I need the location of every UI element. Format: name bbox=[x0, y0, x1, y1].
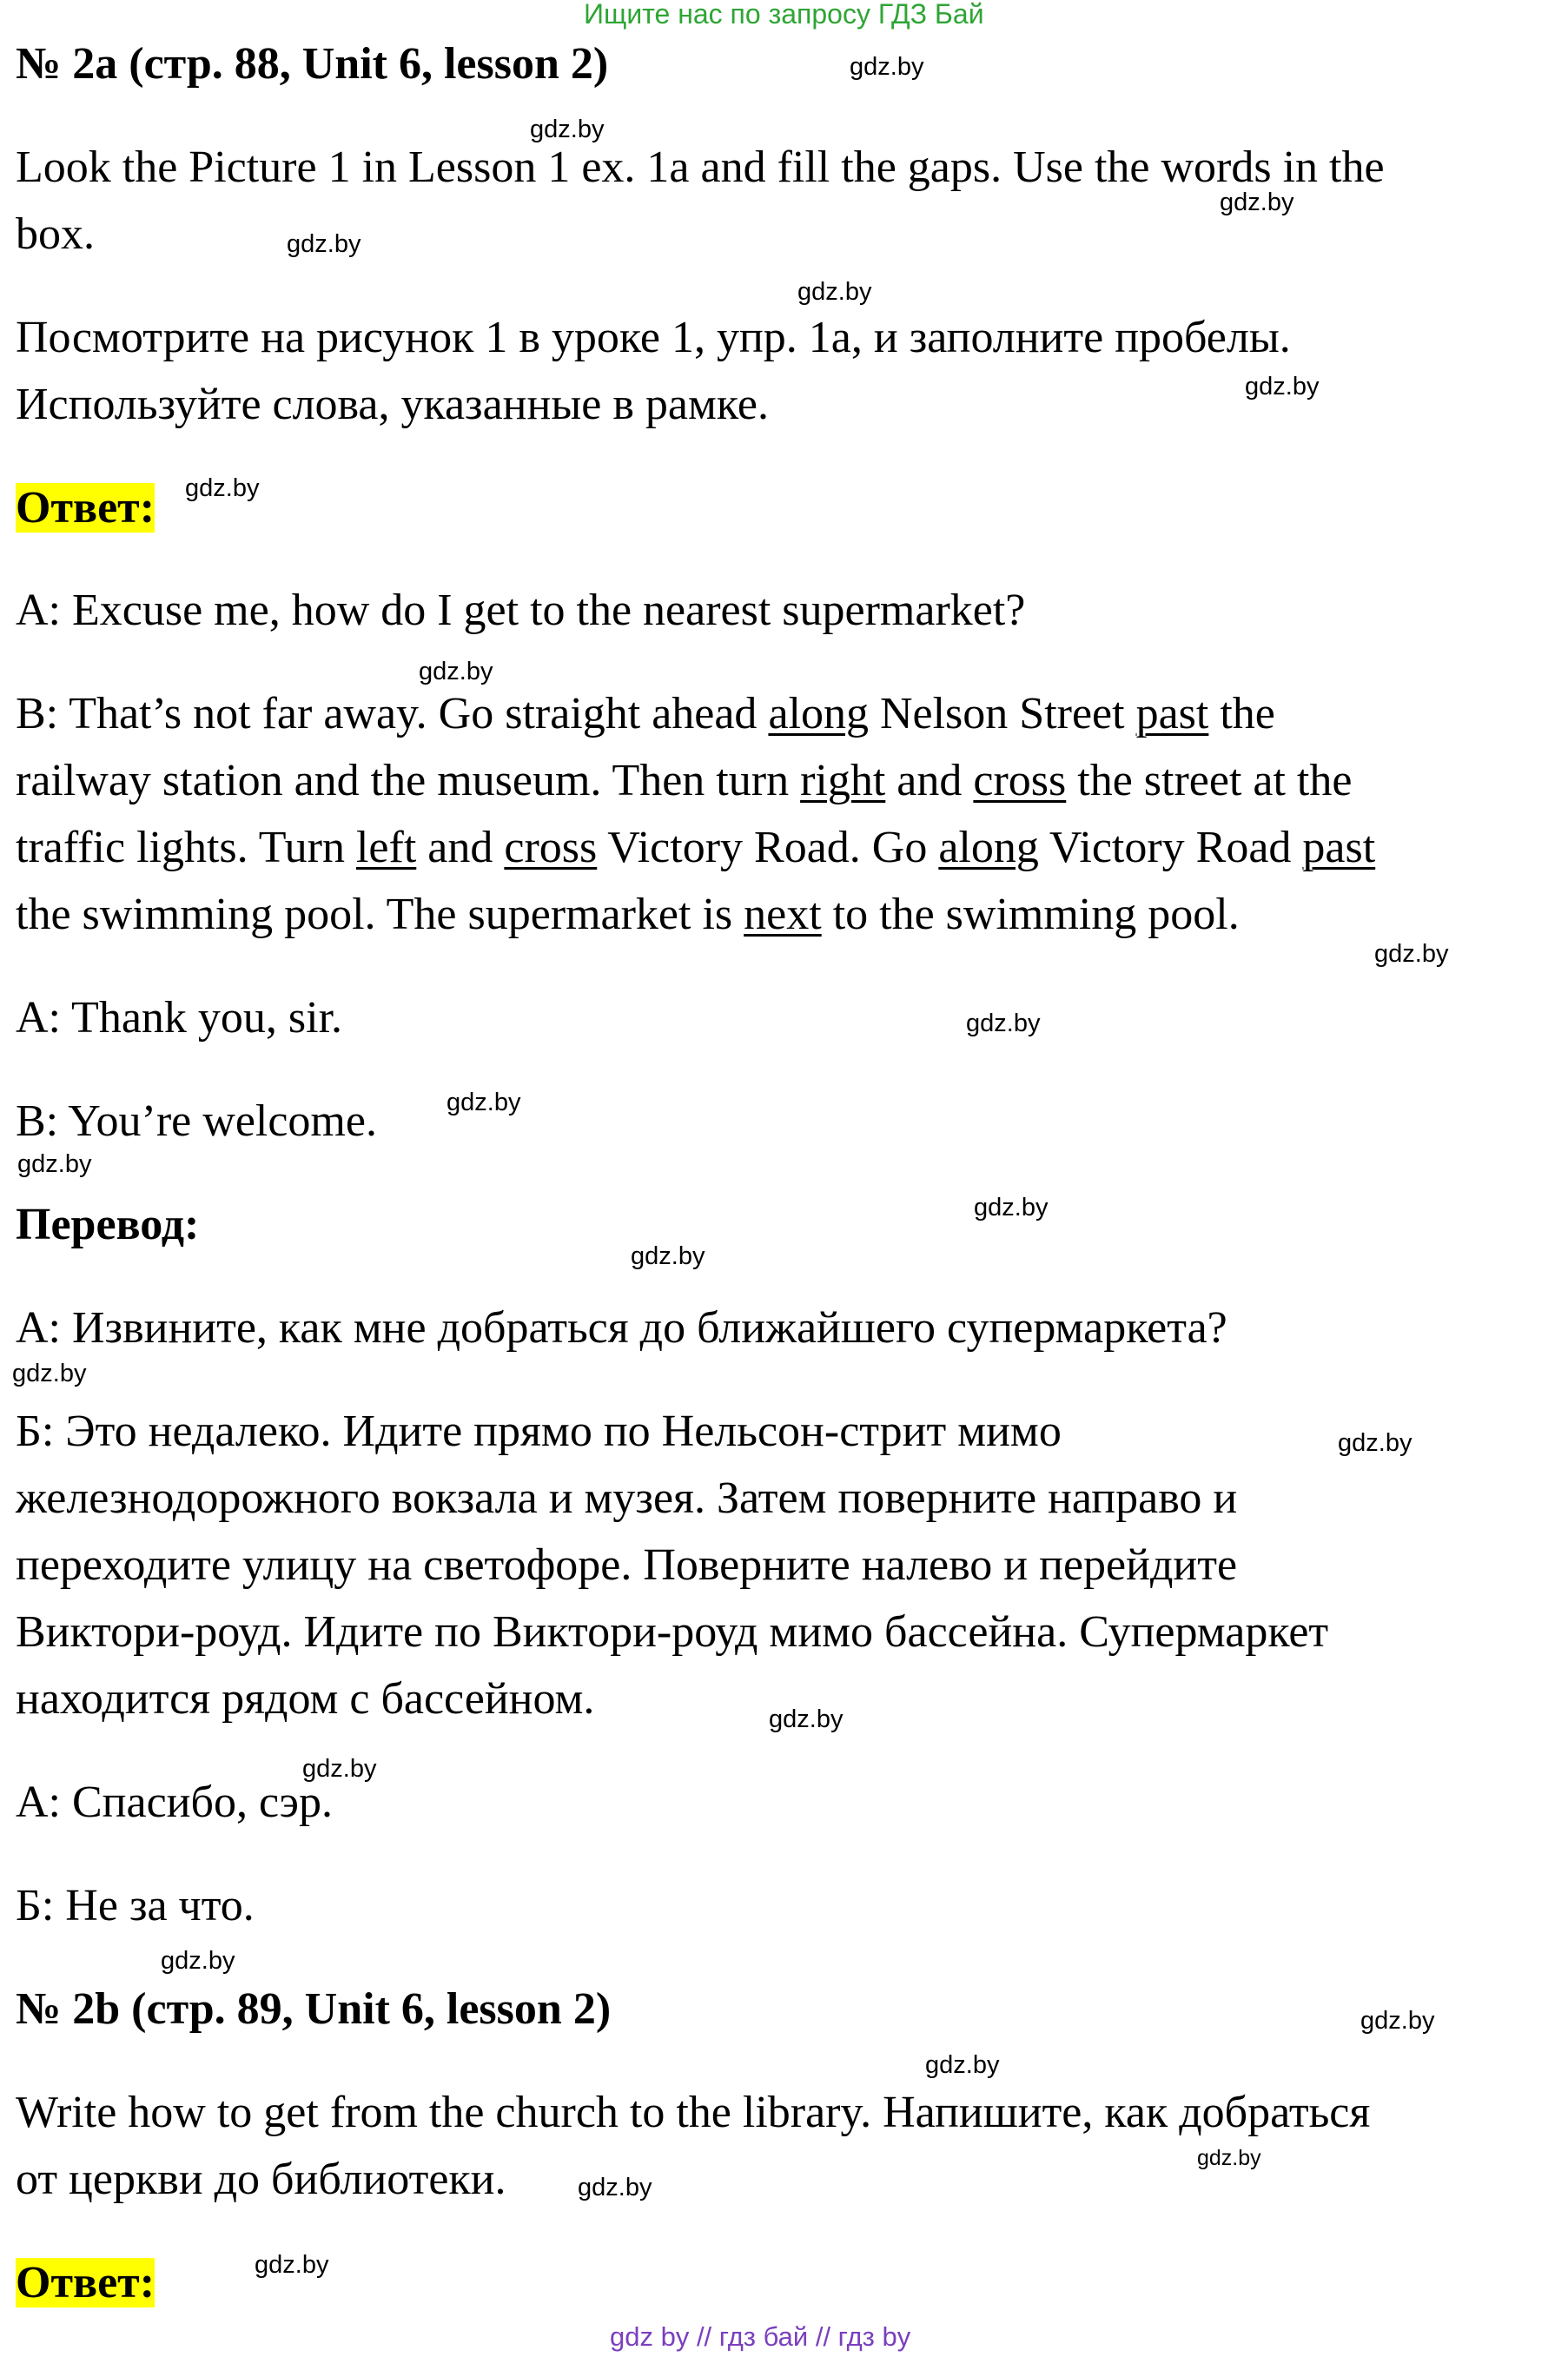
instruction-en-line-2: box. bbox=[16, 209, 95, 259]
top-banner[interactable]: Ищите нас по запросу ГДЗ Бай bbox=[584, 0, 984, 30]
task-2b-instruction-line-1: Write how to get from the church to the library. Напишите, как добраться bbox=[16, 2088, 1371, 2137]
watermark: gdz.by bbox=[17, 1150, 92, 1178]
watermark: gdz.by bbox=[578, 2174, 652, 2201]
task-2b-answer-label bbox=[16, 2257, 155, 2309]
gap-answer: past bbox=[1135, 689, 1209, 738]
watermark: gdz.by bbox=[850, 53, 924, 81]
translation-b1-line-1: Б: Это недалеко. Идите прямо по Нельсон-стрит мимо bbox=[16, 1407, 1062, 1456]
task-2b-heading: № 2b (стр. 89, Unit 6, lesson 2) bbox=[16, 1984, 612, 2034]
dialog-a1: A: Excuse me, how do I get to the nearest supermarket? bbox=[16, 586, 1026, 635]
translation-b1-line-2: железнодорожного вокзала и музея. Затем поверните направо и bbox=[16, 1473, 1238, 1523]
translation-a2: А: Спасибо, сэр. bbox=[16, 1778, 333, 1827]
translation-label: Перевод: bbox=[16, 1200, 200, 1249]
watermark: gdz.by bbox=[1197, 2146, 1261, 2170]
translation-b1-line-4: Виктори-роуд. Идите по Виктори-роуд мимо бассейна. Супермаркет bbox=[16, 1607, 1329, 1657]
dialog-b2: B: You’re welcome. bbox=[16, 1096, 377, 1146]
watermark: gdz.by bbox=[419, 658, 493, 685]
translation-a1: А: Извините, как мне добраться до ближайшего супермаркета? bbox=[16, 1303, 1227, 1353]
dialog-b1-line-2: railway station and the museum. Then turn right and cross the street at the bbox=[16, 756, 1353, 805]
translation-b1-line-5: находится рядом с бассейном. bbox=[16, 1674, 595, 1724]
bottom-banner[interactable]: gdz by // гдз бай // гдз by bbox=[610, 2321, 911, 2352]
gap-answer: next bbox=[744, 890, 822, 939]
watermark: gdz.by bbox=[797, 278, 872, 306]
watermark: gdz.by bbox=[769, 1705, 844, 1733]
watermark: gdz.by bbox=[1245, 373, 1320, 401]
watermark: gdz.by bbox=[12, 1360, 87, 1387]
watermark: gdz.by bbox=[925, 2051, 1000, 2079]
translation-b2: Б: Не за что. bbox=[16, 1881, 255, 1930]
gap-answer: along bbox=[938, 823, 1039, 872]
watermark: gdz.by bbox=[974, 1194, 1049, 1222]
answer-label-text: Ответ: bbox=[16, 483, 155, 533]
gap-answer: left bbox=[355, 823, 417, 872]
gap-answer: past bbox=[1302, 823, 1376, 872]
watermark: gdz.by bbox=[1338, 1429, 1413, 1457]
instruction-ru-line-1: Посмотрите на рисунок 1 в уроке 1, упр. 1a, и заполните пробелы. bbox=[16, 313, 1291, 362]
instruction-ru-line-2: Используйте слова, указанные в рамке. bbox=[16, 380, 769, 429]
dialog-b1-line-3: traffic lights. Turn left and cross Victory Road. Go along Victory Road past bbox=[16, 823, 1376, 872]
watermark: gdz.by bbox=[161, 1947, 235, 1975]
translation-b1-line-3: переходите улицу на светофоре. Поверните налево и перейдите bbox=[16, 1540, 1238, 1590]
watermark: gdz.by bbox=[287, 230, 361, 258]
watermark: gdz.by bbox=[447, 1089, 521, 1116]
instruction-en-line-1: Look the Picture 1 in Lesson 1 ex. 1a and fill the gaps. Use the words in the bbox=[16, 142, 1385, 192]
task-2b-answer-label-text: Ответ: bbox=[16, 2258, 155, 2307]
gap-answer: cross bbox=[504, 823, 598, 872]
gap-answer: right bbox=[800, 756, 886, 805]
gap-answer: along bbox=[768, 689, 869, 738]
dialog-a2: A: Thank you, sir. bbox=[16, 993, 343, 1043]
dialog-b1-line-4: the swimming pool. The supermarket is next to the swimming pool. bbox=[16, 890, 1240, 939]
gap-answer: cross bbox=[973, 756, 1067, 805]
watermark: gdz.by bbox=[631, 1242, 705, 1270]
watermark: gdz.by bbox=[1220, 189, 1294, 216]
watermark: gdz.by bbox=[185, 474, 260, 502]
watermark: gdz.by bbox=[530, 116, 605, 143]
task-2b-instruction-line-2: от церкви до библиотеки. bbox=[16, 2155, 506, 2204]
answer-label bbox=[16, 482, 155, 534]
dialog-b1-line-1: B: That’s not far away. Go straight ahead along Nelson Street past the bbox=[16, 689, 1275, 738]
watermark: gdz.by bbox=[1360, 2007, 1435, 2035]
watermark: gdz.by bbox=[302, 1755, 377, 1783]
watermark: gdz.by bbox=[1374, 940, 1449, 968]
task-2a-heading: № 2a (стр. 88, Unit 6, lesson 2) bbox=[16, 39, 609, 89]
watermark: gdz.by bbox=[255, 2251, 329, 2279]
watermark: gdz.by bbox=[966, 1010, 1041, 1037]
